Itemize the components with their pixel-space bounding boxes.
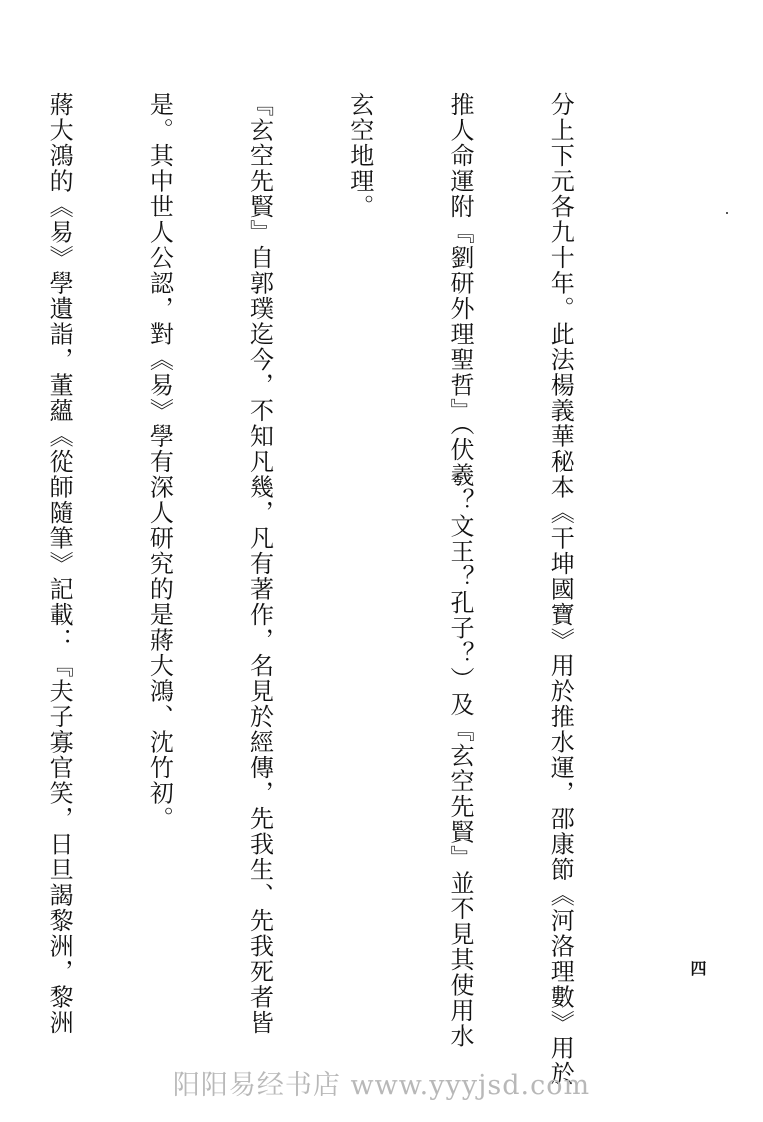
text-column: 『玄空先賢』自郭璞迄今，不知凡幾，凡有著作，名見於經傳，先我生、先我死者皆 [245,92,274,1036]
text-column: 玄空地理。 [345,92,374,220]
page-number: 四 [688,960,707,976]
text-column: 是。其中世人公認，對《易》學有深人研究的是蔣大鴻、沈竹初。 [145,92,174,832]
scan-speck [726,212,728,214]
text-column: 推人命運附『劉研外理聖哲』（伏羲？文王？孔子？）及『玄空先賢』並不見其使用水 [445,92,474,1049]
text-column: 蔣大鴻的《易》學遺詣，董蘊《從師隨筆》記載：『夫子寡官笑，日旦謁黎洲，黎洲 [45,92,74,1036]
watermark: 阳阳易经书店 www.yyyjsd.com [172,1070,591,1101]
text-column: 分上下元各九十年。此法楊義華秘本《干坤國寶》用於推水運，邵康節《河洛理數》用於 [546,92,575,1087]
